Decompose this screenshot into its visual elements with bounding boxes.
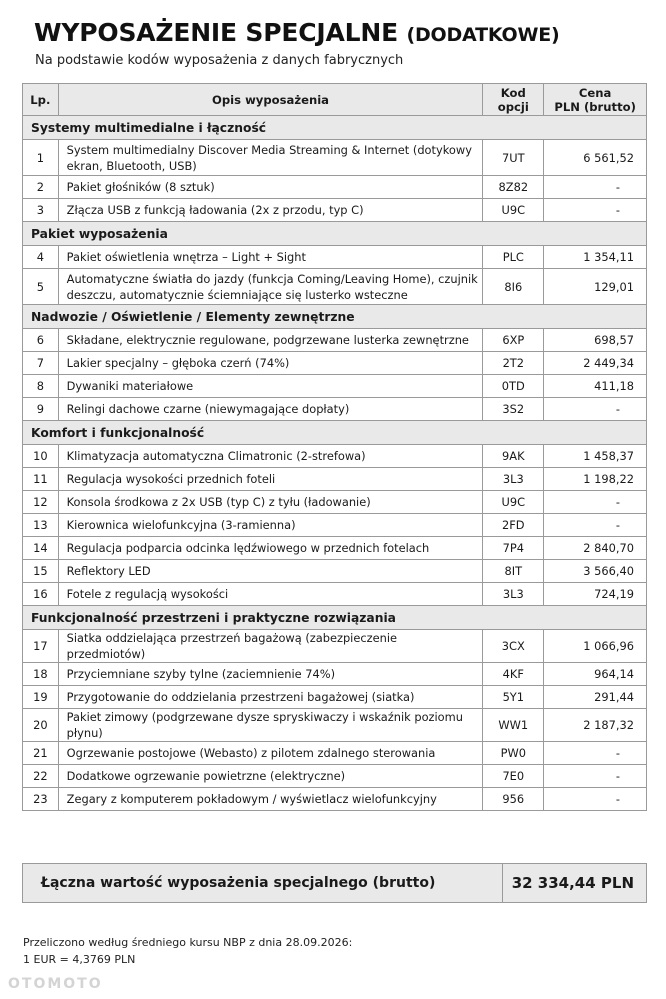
row-number: 12 (23, 491, 59, 514)
row-description: Lakier specjalny – głęboka czerń (74%) (58, 352, 483, 375)
row-number: 14 (23, 537, 59, 560)
row-price: 698,57 (544, 329, 647, 352)
row-price: 2 840,70 (544, 537, 647, 560)
row-description: Dywaniki materiałowe (58, 375, 483, 398)
row-option-code: 9AK (483, 445, 544, 468)
row-price: 1 066,96 (544, 630, 647, 663)
table-row (23, 686, 647, 709)
row-number: 22 (23, 765, 59, 788)
section-title: Komfort i funkcjonalność (23, 421, 647, 445)
row-price: 964,14 (544, 663, 647, 686)
row-number: 11 (23, 468, 59, 491)
row-option-code: 956 (483, 788, 544, 811)
section-row (23, 305, 647, 329)
page-subtitle: Na podstawie kodów wyposażenia z danych fabrycznych (35, 53, 404, 68)
row-number: 16 (23, 583, 59, 606)
watermark-logo: OTOMOTO (8, 976, 103, 992)
total-row (22, 863, 647, 903)
row-option-code: 7UT (483, 140, 544, 176)
table-row (23, 491, 647, 514)
exchange-rate-note: Przeliczono według średniego kursu NBP z dnia 28.09.2026: (23, 936, 353, 949)
table-row (23, 583, 647, 606)
row-price: 2 187,32 (544, 709, 647, 742)
row-option-code: 3S2 (483, 398, 544, 421)
row-number: 18 (23, 663, 59, 686)
row-number: 6 (23, 329, 59, 352)
row-description: Fotele z regulacją wysokości (58, 583, 483, 606)
row-option-code: 3L3 (483, 468, 544, 491)
table-row (23, 560, 647, 583)
row-option-code: 3L3 (483, 583, 544, 606)
table-row (23, 375, 647, 398)
section-row (23, 606, 647, 630)
row-option-code: WW1 (483, 709, 544, 742)
row-option-code: PLC (483, 246, 544, 269)
row-description: Klimatyzacja automatyczna Climatronic (2-strefowa) (58, 445, 483, 468)
row-description: Składane, elektrycznie regulowane, podgrzewane lusterka zewnętrzne (58, 329, 483, 352)
column-header-price-line1: Cena (578, 85, 612, 100)
row-option-code: 8Z82 (483, 176, 544, 199)
row-description: Złącza USB z funkcją ładowania (2x z przodu, typ C) (58, 199, 483, 222)
table-row (23, 630, 647, 663)
row-description: Regulacja podparcia odcinka lędźwiowego w przednich fotelach (58, 537, 483, 560)
table-row (23, 537, 647, 560)
row-number: 9 (23, 398, 59, 421)
table-row (23, 140, 647, 176)
row-option-code: 7P4 (483, 537, 544, 560)
row-option-code: 6XP (483, 329, 544, 352)
section-row (23, 116, 647, 140)
row-number: 7 (23, 352, 59, 375)
row-number: 15 (23, 560, 59, 583)
row-option-code: 8IT (483, 560, 544, 583)
row-number: 20 (23, 709, 59, 742)
row-price: - (544, 491, 647, 514)
table-row (23, 352, 647, 375)
section-title: Nadwozie / Oświetlenie / Elementy zewnętrzne (23, 305, 647, 329)
total-label: Łączna wartość wyposażenia specjalnego (brutto) (41, 875, 436, 891)
section-title: Pakiet wyposażenia (23, 222, 647, 246)
row-option-code: 3CX (483, 630, 544, 663)
row-description: Automatyczne światła do jazdy (funkcja Coming/Leaving Home), czujnik deszczu, automatycznie ściemniające się lusterko wsteczne (58, 269, 483, 305)
row-number: 2 (23, 176, 59, 199)
row-number: 8 (23, 375, 59, 398)
row-price: 6 561,52 (544, 140, 647, 176)
column-header-price-line2: PLN (brutto) (554, 99, 636, 114)
row-number: 4 (23, 246, 59, 269)
total-divider (502, 864, 503, 902)
row-option-code: 2T2 (483, 352, 544, 375)
row-price: - (544, 176, 647, 199)
row-price: 1 354,11 (544, 246, 647, 269)
row-number: 5 (23, 269, 59, 305)
row-price: - (544, 398, 647, 421)
row-description: Przygotowanie do oddzielania przestrzeni bagażowej (siatka) (58, 686, 483, 709)
row-option-code: 4KF (483, 663, 544, 686)
table-row (23, 468, 647, 491)
page-title (34, 18, 559, 47)
row-number: 21 (23, 742, 59, 765)
section-row (23, 421, 647, 445)
row-number: 19 (23, 686, 59, 709)
table-row (23, 742, 647, 765)
row-price: 3 566,40 (544, 560, 647, 583)
row-description: Konsola środkowa z 2x USB (typ C) z tyłu (ładowanie) (58, 491, 483, 514)
row-price: 291,44 (544, 686, 647, 709)
row-option-code: 5Y1 (483, 686, 544, 709)
column-header-desc: Opis wyposażenia (58, 84, 483, 116)
row-price: - (544, 514, 647, 537)
row-description: Regulacja wysokości przednich foteli (58, 468, 483, 491)
table-header-row (23, 84, 647, 116)
row-price: - (544, 199, 647, 222)
row-description: Reflektory LED (58, 560, 483, 583)
table-row (23, 176, 647, 199)
table-body (23, 116, 647, 811)
row-price: 724,19 (544, 583, 647, 606)
section-row (23, 222, 647, 246)
column-header-code: Kod opcji (483, 84, 544, 116)
table-row (23, 246, 647, 269)
exchange-rate-value: 1 EUR = 4,3769 PLN (23, 953, 136, 966)
table-row (23, 514, 647, 537)
table-row (23, 398, 647, 421)
row-description: Przyciemniane szyby tylne (zaciemnienie 74%) (58, 663, 483, 686)
row-description: Pakiet oświetlenia wnętrza – Light + Sight (58, 246, 483, 269)
table-row (23, 765, 647, 788)
row-number: 1 (23, 140, 59, 176)
row-price: 411,18 (544, 375, 647, 398)
row-description: Dodatkowe ogrzewanie powietrzne (elektryczne) (58, 765, 483, 788)
table-row (23, 709, 647, 742)
row-number: 10 (23, 445, 59, 468)
table-row (23, 788, 647, 811)
row-description: System multimedialny Discover Media Streaming & Internet (dotykowy ekran, Bluetooth, USB) (58, 140, 483, 176)
row-price: - (544, 742, 647, 765)
row-option-code: 0TD (483, 375, 544, 398)
row-option-code: PW0 (483, 742, 544, 765)
total-value: 32 334,44 PLN (511, 874, 634, 892)
row-description: Relingi dachowe czarne (niewymagające dopłaty) (58, 398, 483, 421)
row-description: Pakiet zimowy (podgrzewane dysze spryskiwaczy i wskaźnik poziomu płynu) (58, 709, 483, 742)
table-row (23, 269, 647, 305)
row-price: 2 449,34 (544, 352, 647, 375)
table-row (23, 199, 647, 222)
row-number: 17 (23, 630, 59, 663)
row-number: 3 (23, 199, 59, 222)
row-price: 1 458,37 (544, 445, 647, 468)
row-option-code: 7E0 (483, 765, 544, 788)
row-number: 13 (23, 514, 59, 537)
row-description: Zegary z komputerem pokładowym / wyświetlacz wielofunkcyjny (58, 788, 483, 811)
page-title-main: WYPOSAŻENIE SPECJALNE (34, 18, 398, 47)
table-row (23, 663, 647, 686)
row-option-code: 2FD (483, 514, 544, 537)
row-description: Kierownica wielofunkcyjna (3-ramienna) (58, 514, 483, 537)
row-description: Pakiet głośników (8 sztuk) (58, 176, 483, 199)
section-title: Systemy multimedialne i łączność (23, 116, 647, 140)
section-title: Funkcjonalność przestrzeni i praktyczne rozwiązania (23, 606, 647, 630)
row-price: 129,01 (544, 269, 647, 305)
equipment-table (22, 83, 647, 811)
row-price: 1 198,22 (544, 468, 647, 491)
row-description: Siatka oddzielająca przestrzeń bagażową (zabezpieczenie przedmiotów) (58, 630, 483, 663)
column-header-lp: Lp. (23, 84, 59, 116)
row-option-code: U9C (483, 491, 544, 514)
row-price: - (544, 765, 647, 788)
table-row (23, 445, 647, 468)
row-description: Ogrzewanie postojowe (Webasto) z pilotem zdalnego sterowania (58, 742, 483, 765)
row-price: - (544, 788, 647, 811)
page-title-sub: (DODATKOWE) (406, 24, 560, 46)
row-option-code: 8I6 (483, 269, 544, 305)
column-header-price (544, 84, 647, 116)
table-row (23, 329, 647, 352)
row-number: 23 (23, 788, 59, 811)
row-option-code: U9C (483, 199, 544, 222)
